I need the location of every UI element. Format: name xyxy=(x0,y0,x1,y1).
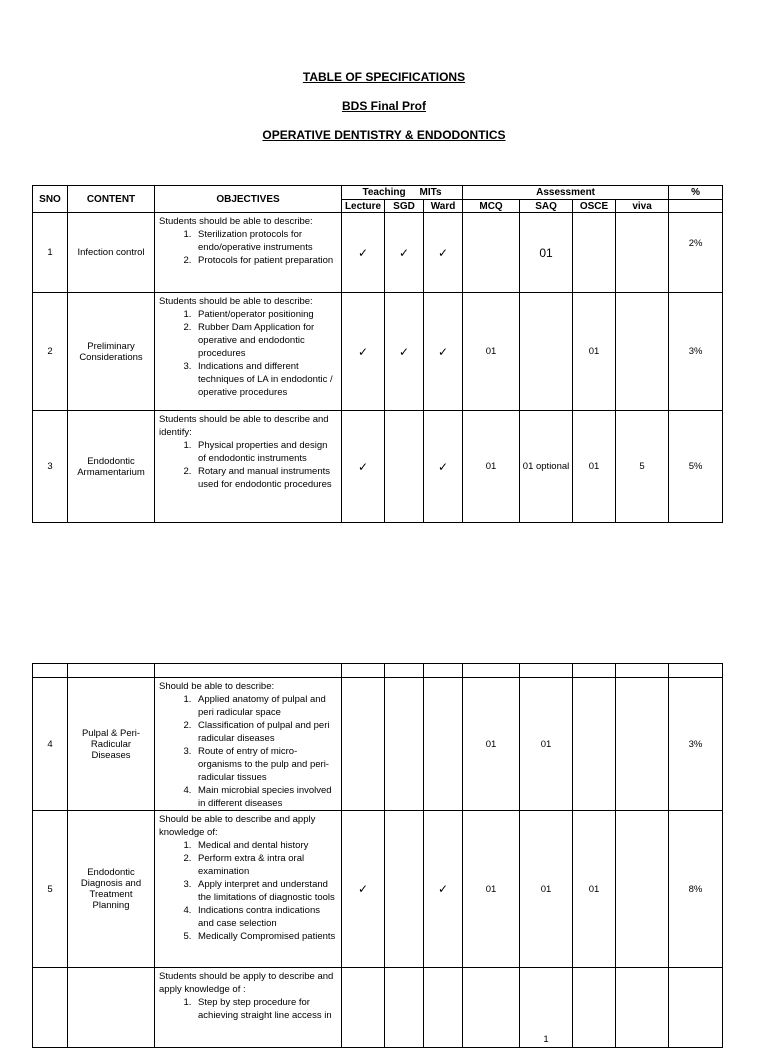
objective-item: 1. Sterilization protocols for endo/operative instruments xyxy=(194,228,337,254)
check-icon: ✓ xyxy=(398,344,410,359)
header-percent: % xyxy=(669,186,723,200)
objective-item: 1. Physical properties and design of endodontic instruments xyxy=(194,439,337,465)
objectives-cell xyxy=(155,811,342,968)
percent-cell: 8% xyxy=(669,811,723,968)
check-icon: ✓ xyxy=(357,882,369,896)
objective-item: 1. Step by step procedure for achieving straight line access in xyxy=(194,996,337,1022)
viva-cell: 5 xyxy=(616,411,669,523)
ward-cell xyxy=(424,213,463,293)
sgd-cell xyxy=(385,968,424,1048)
blank-cell xyxy=(573,664,616,678)
check-icon: ✓ xyxy=(357,459,369,474)
ward-cell xyxy=(424,678,463,811)
objective-item: 4. Indications contra indications and case selection xyxy=(194,904,337,930)
check-icon: ✓ xyxy=(357,245,369,260)
objective-item: 2. Classification of pulpal and peri radicular diseases xyxy=(194,719,337,745)
header-sno: SNO xyxy=(33,186,68,213)
viva-cell xyxy=(616,293,669,411)
blank-cell xyxy=(669,664,723,678)
percent-cell: 2% xyxy=(669,213,723,293)
content-cell: Preliminary Considerations xyxy=(68,293,155,411)
objectives-cell xyxy=(155,968,342,1048)
osce-cell: 01 xyxy=(573,293,616,411)
objective-item: 1. Applied anatomy of pulpal and peri radicular space xyxy=(194,693,337,719)
objective-item: 1. Medical and dental history xyxy=(194,839,337,852)
objectives-intro: Students should be able to describe: xyxy=(159,296,313,307)
lecture-cell xyxy=(342,293,385,411)
mcq-cell: 01 xyxy=(463,811,520,968)
check-icon: ✓ xyxy=(437,245,449,260)
objectives-intro: Should be able to describe and apply knowledge of: xyxy=(159,814,316,838)
content-cell: Infection control xyxy=(68,213,155,293)
objective-item: 1. Patient/operator positioning xyxy=(194,308,337,321)
table-row xyxy=(33,678,723,811)
osce-cell: 01 xyxy=(573,411,616,523)
sgd-cell xyxy=(385,811,424,968)
objectives-cell xyxy=(155,411,342,523)
objective-item: 2. Protocols for patient preparation xyxy=(194,254,337,267)
objective-item: 2. Perform extra & intra oral examination xyxy=(194,852,337,878)
viva-cell xyxy=(616,811,669,968)
sno-cell: 2 xyxy=(33,293,68,411)
spec-table-2 xyxy=(32,663,723,1048)
table-row xyxy=(33,411,723,523)
objectives-cell xyxy=(155,678,342,811)
header-teaching: Teaching MITs xyxy=(342,186,463,200)
header-sgd: SGD xyxy=(385,200,424,213)
doc-subject: OPERATIVE DENTISTRY & ENDODONTICS xyxy=(262,128,506,142)
saq-cell: 01 xyxy=(520,213,573,293)
osce-cell xyxy=(573,968,616,1048)
ward-cell xyxy=(424,411,463,523)
percent-cell: 5% xyxy=(669,411,723,523)
blank-cell xyxy=(424,664,463,678)
saq-cell: 01 xyxy=(520,678,573,811)
doc-subtitle: BDS Final Prof xyxy=(341,99,426,113)
content-cell: Endodontic Armamentarium xyxy=(68,411,155,523)
objective-item: 3. Route of entry of micro-organisms to the pulp and peri-radicular tissues xyxy=(194,745,337,784)
header-percent-blank xyxy=(669,200,723,213)
header-lecture: Lecture xyxy=(342,200,385,213)
doc-title: TABLE OF SPECIFICATIONS xyxy=(302,70,466,84)
lecture-cell xyxy=(342,678,385,811)
objective-item: 4. Main microbial species involved in different diseases xyxy=(194,784,337,810)
lecture-cell xyxy=(342,213,385,293)
objectives-list xyxy=(159,308,337,399)
osce-cell xyxy=(573,678,616,811)
content-cell: Endodontic Diagnosis and Treatment Planning xyxy=(68,811,155,968)
objective-item: 3. Apply interpret and understand the limitations of diagnostic tools xyxy=(194,878,337,904)
objectives-cell xyxy=(155,293,342,411)
table-row xyxy=(33,293,723,411)
blank-cell xyxy=(68,664,155,678)
sno-cell: 3 xyxy=(33,411,68,523)
objective-item: 2. Rubber Dam Application for operative and endodontic procedures xyxy=(194,321,337,360)
check-icon: ✓ xyxy=(437,459,449,474)
sno-cell: 1 xyxy=(33,213,68,293)
sno-cell: 5 xyxy=(33,811,68,968)
table-row xyxy=(33,213,723,293)
saq-cell: 01 xyxy=(520,811,573,968)
mcq-cell xyxy=(463,968,520,1048)
objectives-cell xyxy=(155,213,342,293)
osce-cell xyxy=(573,213,616,293)
ward-cell xyxy=(424,968,463,1048)
objectives-list xyxy=(159,839,337,943)
blank-cell xyxy=(520,664,573,678)
objective-item: 2. Rotary and manual instruments used for endodontic procedures xyxy=(194,465,337,491)
mcq-cell xyxy=(463,213,520,293)
header-mcq: MCQ xyxy=(463,200,520,213)
objectives-intro: Students should be able to describe: xyxy=(159,216,313,227)
viva-cell xyxy=(616,678,669,811)
mcq-cell: 01 xyxy=(463,411,520,523)
ward-cell xyxy=(424,293,463,411)
objectives-intro: Should be able to describe: xyxy=(159,681,275,692)
saq-cell: 01 optional xyxy=(520,411,573,523)
sgd-cell xyxy=(385,293,424,411)
header-assessment: Assessment xyxy=(463,186,669,200)
sgd-cell xyxy=(385,411,424,523)
content-cell xyxy=(68,968,155,1048)
blank-cell xyxy=(385,664,424,678)
sno-cell xyxy=(33,968,68,1048)
header-objectives: OBJECTIVES xyxy=(155,186,342,213)
header-saq: SAQ xyxy=(520,200,573,213)
check-icon: ✓ xyxy=(437,344,449,359)
check-icon: ✓ xyxy=(357,344,369,359)
objective-item: 5. Medically Compromised patients xyxy=(194,930,337,943)
header-viva: viva xyxy=(616,200,669,213)
table-row xyxy=(33,968,723,1048)
osce-cell: 01 xyxy=(573,811,616,968)
objectives-intro: Students should be apply to describe and apply knowledge of : xyxy=(159,971,334,995)
header-ward: Ward xyxy=(424,200,463,213)
percent-cell: 3% xyxy=(669,293,723,411)
objective-item: 3. Indications and different techniques of LA in endodontic / operative procedures xyxy=(194,360,337,399)
header-osce: OSCE xyxy=(573,200,616,213)
check-icon: ✓ xyxy=(437,882,449,896)
blank-cell xyxy=(33,664,68,678)
sgd-cell xyxy=(385,678,424,811)
objectives-list xyxy=(159,693,337,810)
percent-cell xyxy=(669,968,723,1048)
table-row xyxy=(33,811,723,968)
header-content: CONTENT xyxy=(68,186,155,213)
ward-cell xyxy=(424,811,463,968)
viva-cell xyxy=(616,968,669,1048)
content-cell: Pulpal & Peri-Radicular Diseases xyxy=(68,678,155,811)
mcq-cell: 01 xyxy=(463,678,520,811)
lecture-cell xyxy=(342,411,385,523)
spec-table-1 xyxy=(32,185,723,523)
objectives-list xyxy=(159,228,337,267)
blank-cell xyxy=(616,664,669,678)
saq-cell xyxy=(520,293,573,411)
objectives-list xyxy=(159,439,337,491)
lecture-cell xyxy=(342,968,385,1048)
objectives-list xyxy=(159,996,337,1022)
blank-cell xyxy=(463,664,520,678)
sno-cell: 4 xyxy=(33,678,68,811)
percent-cell: 3% xyxy=(669,678,723,811)
saq-cell: 1 xyxy=(520,968,573,1048)
sgd-cell xyxy=(385,213,424,293)
blank-cell xyxy=(155,664,342,678)
check-icon: ✓ xyxy=(398,245,410,260)
objectives-intro: Students should be able to describe and identify: xyxy=(159,414,329,438)
mcq-cell: 01 xyxy=(463,293,520,411)
lecture-cell xyxy=(342,811,385,968)
blank-cell xyxy=(342,664,385,678)
viva-cell xyxy=(616,213,669,293)
